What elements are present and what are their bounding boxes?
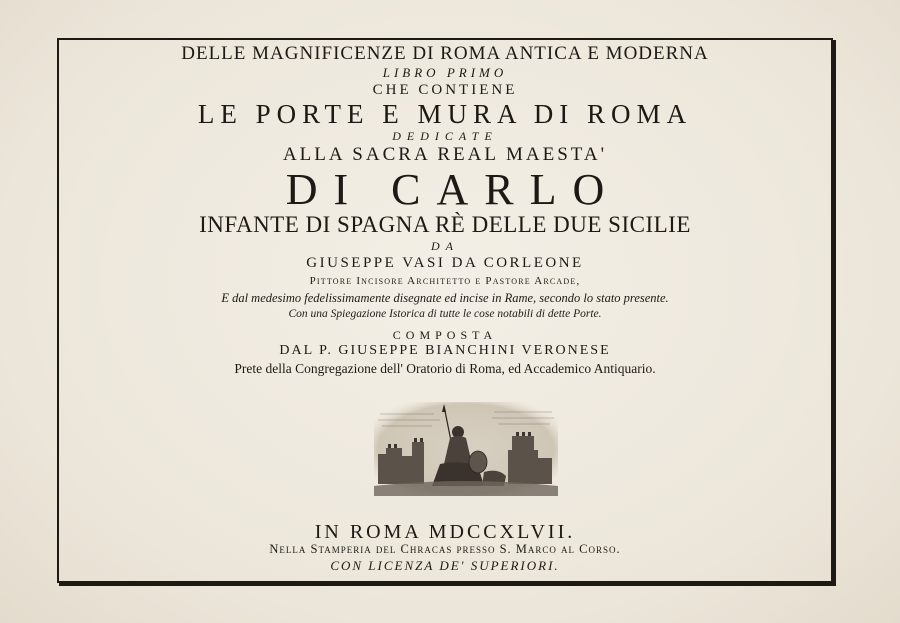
- by-label: DA: [431, 239, 459, 253]
- dedication-label: DEDICATE: [392, 129, 498, 143]
- imprint-place-date: IN ROMA MDCCXLVII.: [314, 521, 576, 543]
- book-number: LIBRO PRIMO: [382, 65, 508, 80]
- engraving-note: E dal medesimo fedelissimamente disegnate ed incise in Rame, secondo lo stato presente.: [221, 291, 669, 305]
- roma-allegory-engraving-icon: [374, 402, 558, 496]
- composer-title: Prete della Congregazione dell' Oratorio di Roma, ed Accademico Antiquario.: [234, 361, 656, 376]
- dedicatee-title: INFANTE DI SPAGNA RÈ DELLE DUE SICILIE: [199, 212, 691, 237]
- imprint-printer: Nella Stamperia del Chracas presso S. Marco al Corso.: [269, 542, 621, 556]
- author-name: GIUSEPPE VASI DA CORLEONE: [306, 255, 584, 271]
- imprint-license: CON LICENZA DE' SUPERIORI.: [330, 558, 560, 573]
- explanation-note: Con una Spiegazione Istorica di tutte le cose notabili di dette Porte.: [288, 308, 602, 320]
- contains-label: CHE CONTIENE: [372, 82, 518, 98]
- composed-label: COMPOSTA: [392, 328, 498, 342]
- dedication-line: ALLA SACRA REAL MAESTA': [282, 144, 608, 165]
- border-shadow-bottom: [59, 583, 836, 586]
- composer-name: DAL P. GIUSEPPE BIANCHINI VERONESE: [279, 343, 611, 358]
- work-title: DELLE MAGNIFICENZE DI ROMA ANTICA E MODERNA: [181, 43, 709, 64]
- border-shadow-right: [833, 40, 836, 585]
- author-roles: Pittore Incisore Architetto e Pastore Arcade,: [309, 275, 581, 287]
- volume-subject: LE PORTE E MURA DI ROMA: [197, 99, 693, 129]
- dedicatee-name: DI CARLO: [285, 165, 621, 214]
